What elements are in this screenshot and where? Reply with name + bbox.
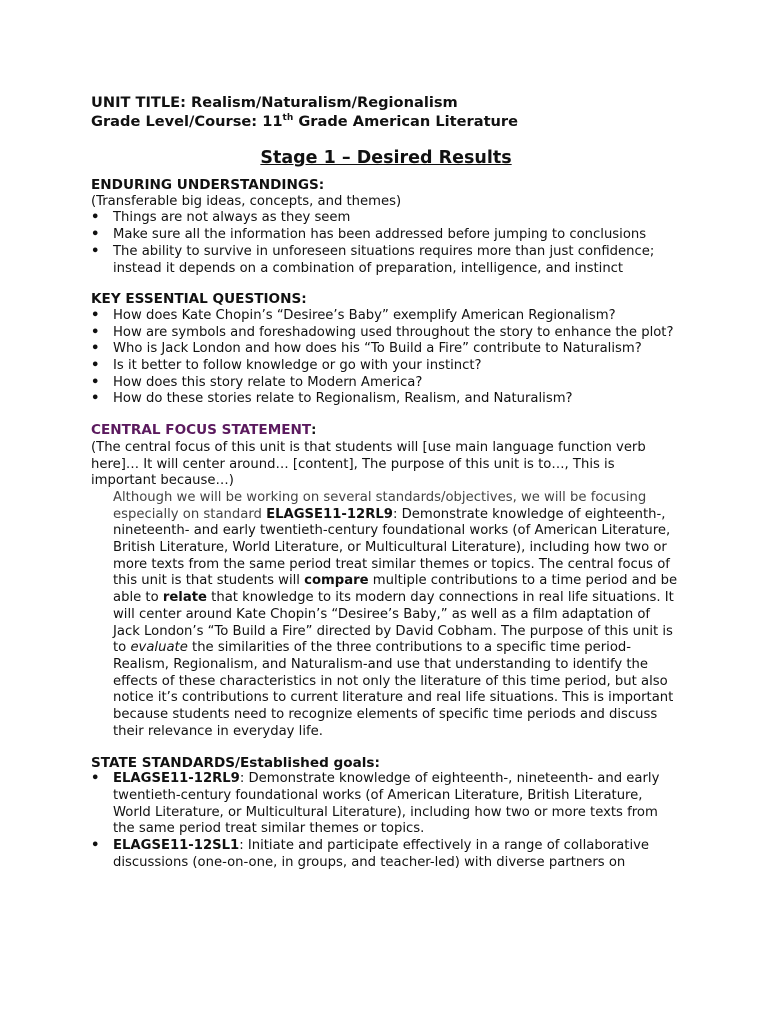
list-item: • Things are not always as they seem bbox=[91, 210, 681, 227]
grade-suffix: Grade American Literature bbox=[293, 113, 519, 130]
central-focus-text: that knowledge to its modern day connections in real life situations. It will center around Kate Chopin’s “Desiree’s Baby,” as well as a film adaptation of Jack London’s “To Build a Fire” directed by David Cobham. The purpose of this unit is to bbox=[113, 590, 674, 656]
list-item: • Make sure all the information has been addressed before jumping to conclusions bbox=[91, 227, 681, 244]
grade-superscript: th bbox=[282, 113, 294, 124]
list-item: • The ability to survive in unforeseen situations requires more than just confidence; instead it depends on a combination of preparation, intelligence, and instinct bbox=[91, 244, 681, 277]
list-item: • Is it better to follow knowledge or go with your instinct? bbox=[91, 358, 681, 375]
key-essential-questions-section bbox=[91, 291, 681, 408]
central-focus-text: multiple contributions to a time period and be able to bbox=[113, 573, 678, 606]
enduring-understandings-heading: ENDURING UNDERSTANDINGS: bbox=[91, 177, 325, 193]
state-standards-section bbox=[91, 755, 681, 872]
key-essential-questions-heading: KEY ESSENTIAL QUESTIONS: bbox=[91, 291, 307, 308]
list-item: • Who is Jack London and how does his “To Build a Fire” contribute to Naturalism? bbox=[91, 341, 681, 358]
list-item: • How are symbols and foreshadowing used throughout the story to enhance the plot? bbox=[91, 325, 681, 342]
grade-prefix: Grade Level/Course: 11 bbox=[91, 113, 283, 130]
enduring-understandings-subtitle: (Transferable big ideas, concepts, and themes) bbox=[91, 193, 402, 209]
central-focus-paragraph bbox=[91, 490, 681, 741]
standard-text: : Initiate and participate effectively in a range of collaborative discussions (one-on-one, in groups, and teacher-led) with diverse partners on bbox=[113, 838, 650, 870]
keyword-evaluate: evaluate bbox=[130, 640, 188, 656]
list-item: • How does this story relate to Modern America? bbox=[91, 375, 681, 392]
enduring-understandings-list bbox=[91, 210, 681, 277]
standard-text: : Demonstrate knowledge of eighteenth-, nineteenth- and early twentieth-century foundational works (of American Literature, British Literature, World Literature, or Multicultural Literature), including how two or more texts from the same period treat similar themes or topics. bbox=[113, 771, 660, 837]
standard-code: ELAGSE11-12RL9 bbox=[113, 771, 240, 787]
keyword-relate: relate bbox=[162, 590, 207, 606]
central-focus-instructions: (The central focus of this unit is that students will [use main language function verb here]… It will center around… [content], The purpose of this unit is to…, This is important because…) bbox=[91, 439, 646, 489]
central-focus-text: the similarities of the three contributions to a specific time period-Realism, Regionalism, and Naturalism-and use that understanding to identify the effects of these characteristics in not only the literature of this time period, but also notice it’s contributions to current literature and real life situations. This is important because students need to recognize elements of specific time periods and discuss their relevance in everyday life. bbox=[113, 640, 674, 739]
list-item: • How does Kate Chopin’s “Desiree’s Baby” exemplify American Regionalism? bbox=[91, 308, 681, 325]
list-item bbox=[91, 838, 681, 871]
document-content bbox=[91, 93, 681, 871]
list-item bbox=[91, 771, 681, 838]
key-essential-questions-list bbox=[91, 308, 681, 408]
central-focus-heading-line bbox=[91, 422, 681, 440]
stage-title: Stage 1 – Desired Results bbox=[260, 148, 512, 168]
grade-level-course bbox=[91, 112, 681, 131]
central-focus-text: : Demonstrate knowledge of eighteenth-, nineteenth- and early twentieth-century foundational works (of American Literature, British Literature, World Literature, or Multicultural Literature), including how two or more texts from the same period treat similar themes or topics. The central focus of this unit is that students will bbox=[113, 506, 671, 589]
keyword-compare: compare bbox=[304, 573, 369, 589]
standard-code: ELAGSE11-12RL9 bbox=[266, 506, 393, 522]
central-focus-text: Although we will be working on several standards/objectives, we will be focusing especially on standard bbox=[113, 489, 647, 522]
state-standards-heading: STATE STANDARDS/Established goals: bbox=[91, 754, 380, 771]
central-focus-colon: : bbox=[311, 423, 317, 439]
central-focus-section bbox=[91, 422, 681, 740]
state-standards-list bbox=[91, 771, 681, 871]
unit-title: UNIT TITLE: Realism/Naturalism/Regionalism bbox=[91, 94, 458, 111]
central-focus-heading: CENTRAL FOCUS STATEMENT bbox=[91, 422, 312, 439]
standard-code: ELAGSE11-12SL1 bbox=[113, 838, 240, 854]
enduring-understandings-section bbox=[91, 177, 681, 277]
list-item: • How do these stories relate to Regionalism, Realism, and Naturalism? bbox=[91, 391, 681, 408]
